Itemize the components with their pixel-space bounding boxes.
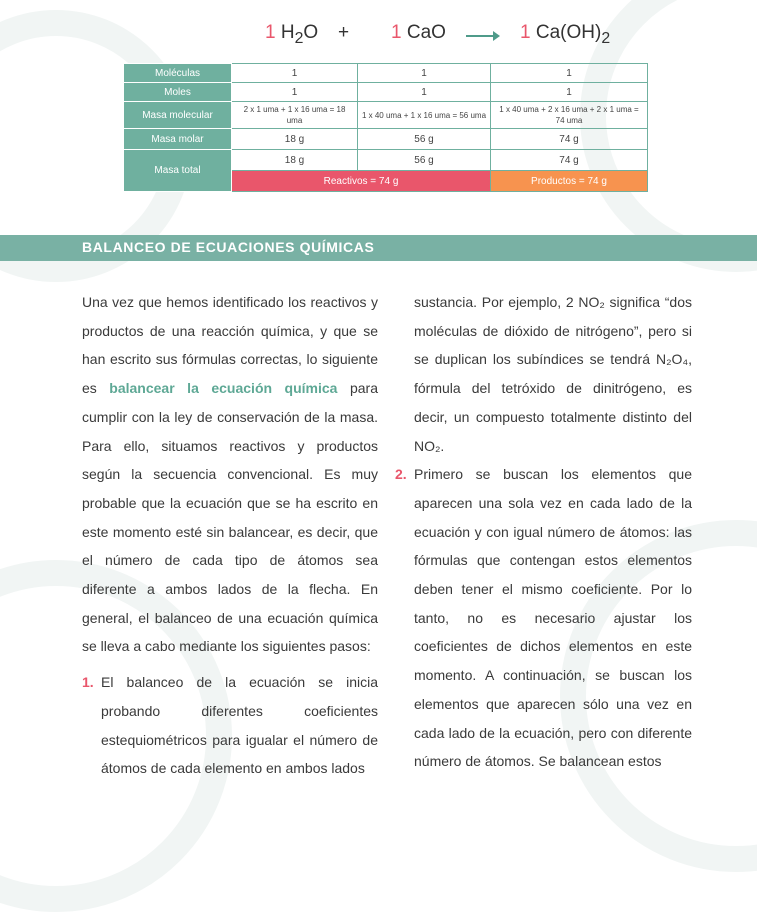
mass-conservation-table bbox=[123, 63, 648, 192]
formula-part: CaO bbox=[406, 22, 446, 43]
intro-paragraph bbox=[82, 288, 378, 661]
products-total: Productos = 74 g bbox=[491, 171, 648, 192]
paragraph-text: sustancia. Por ejemplo, 2 NO₂ significa “dos moléculas de dióxido de nitrógeno”, pero si se duplican los subíndices se tendrá N₂O₄, fórmula del tetróxido de dinitrógeno, es decir, un compuesto totalmente distinto del NO₂. bbox=[414, 294, 692, 454]
list-item-text: Primero se buscan los elementos que aparecen una sola vez en cada lado de la ecuación y con igual número de átomos: las fórmulas que contengan estos elementos deben tener el mismo coeficiente. Por lo tanto, no es necesario ajustar los coeficientes de dichos elementos en este momento. A continuación, se buscan los elementos que aparecen sólo una vez en cada lado de la ecuación, pero con diferente número de átomos. Se balancean estos bbox=[414, 466, 692, 770]
table-cell: 56 g bbox=[358, 150, 491, 171]
table-cell: 18 g bbox=[232, 129, 358, 150]
highlighted-term: balancear la ecuación química bbox=[109, 380, 338, 397]
table-row bbox=[124, 102, 648, 129]
list-item bbox=[82, 668, 378, 783]
table-cell: 74 g bbox=[491, 150, 648, 171]
table-row bbox=[124, 150, 648, 171]
row-label: Masa molecular bbox=[124, 102, 232, 129]
product-calcium-hydroxide bbox=[520, 22, 610, 48]
table-row bbox=[124, 64, 648, 83]
section-header bbox=[0, 235, 757, 261]
list-number: 1. bbox=[82, 674, 94, 691]
table-cell: 1 x 40 uma + 1 x 16 uma = 56 uma bbox=[358, 102, 491, 129]
table-cell: 1 x 40 uma + 2 x 16 uma + 2 x 1 uma = 74 uma bbox=[491, 102, 648, 129]
chemical-equation bbox=[0, 22, 757, 52]
reactant-water bbox=[265, 22, 318, 48]
section-title: BALANCEO DE ECUACIONES QUÍMICAS bbox=[82, 239, 375, 255]
table-cell: 1 bbox=[358, 83, 491, 102]
list-item bbox=[395, 460, 692, 776]
row-label: Moles bbox=[124, 83, 232, 102]
reaction-arrow-icon bbox=[466, 35, 498, 37]
reactants-total: Reactivos = 74 g bbox=[232, 171, 491, 192]
reactant-calcium-oxide bbox=[391, 22, 446, 44]
row-label: Moléculas bbox=[124, 64, 232, 83]
paragraph-text: para cumplir con la ley de conservación de la masa. Para ello, situamos reactivos y productos según la secuencia convencional. Es muy probable que la ecuación que se ha escrito en este momento esté sin balancear, es decir, que el número de cada tipo de átomos sea diferente a ambos lados de la flecha. En general, el balanceo de una ecuación química se lleva a cabo mediante los siguientes pasos: bbox=[82, 380, 378, 655]
coefficient: 1 bbox=[265, 22, 276, 43]
table-cell: 74 g bbox=[491, 129, 648, 150]
table-cell: 1 bbox=[491, 83, 648, 102]
formula-part: O bbox=[303, 22, 319, 43]
right-column bbox=[395, 288, 692, 776]
row-label: Masa molar bbox=[124, 129, 232, 150]
table-cell: 1 bbox=[232, 64, 358, 83]
table-cell: 18 g bbox=[232, 150, 358, 171]
table-row bbox=[124, 83, 648, 102]
formula-part: Ca(OH) bbox=[535, 22, 602, 43]
list-item-text: El balanceo de la ecuación se inicia probando diferentes coeficientes estequiométricos para igualar el número de átomos de cada elemento en ambos lados bbox=[101, 674, 378, 777]
list-number: 2. bbox=[395, 466, 407, 483]
table-cell: 2 x 1 uma + 1 x 16 uma = 18 uma bbox=[232, 102, 358, 129]
coefficient: 1 bbox=[520, 22, 531, 43]
paragraph-text: Una vez que hemos identificado los reactivos y productos de una reacción química, y que se han escrito sus fórmulas correctas, lo siguiente es bbox=[82, 294, 378, 397]
row-label: Masa total bbox=[124, 150, 232, 192]
plus-sign: + bbox=[338, 22, 350, 43]
table-cell: 56 g bbox=[358, 129, 491, 150]
table-cell: 1 bbox=[491, 64, 648, 83]
formula-part: H bbox=[280, 22, 295, 43]
left-column bbox=[82, 288, 378, 783]
table-row bbox=[124, 129, 648, 150]
subscript: 2 bbox=[601, 29, 611, 47]
table-cell: 1 bbox=[358, 64, 491, 83]
subscript: 2 bbox=[294, 29, 304, 47]
table-cell: 1 bbox=[232, 83, 358, 102]
coefficient: 1 bbox=[391, 22, 402, 43]
